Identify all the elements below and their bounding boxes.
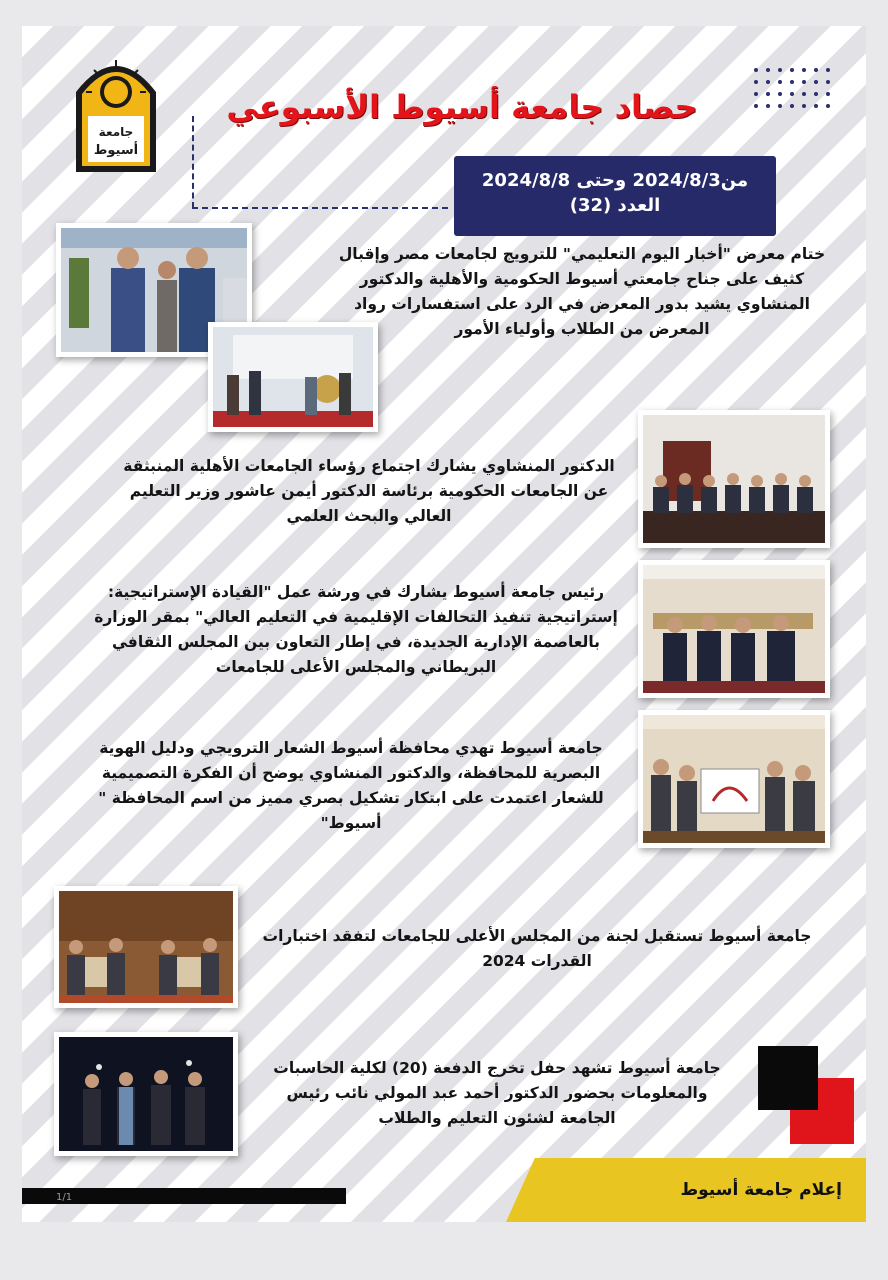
page-number: 1/1 xyxy=(56,1192,73,1203)
news-item-1: ختام معرض "أخبار اليوم التعليمي" للترويج لجامعات مصر وإقبال كثيف على جناح جامعتي أسيوط الحكومية والأهلية والدكتور المنشاوي يشيد بدور المعرض في الرد على استفسارات رواد المعرض من الطلاب وأولياء الأمور xyxy=(338,245,826,338)
dot-grid-decoration xyxy=(752,66,832,110)
workshop-photo xyxy=(638,560,830,698)
date-range-box xyxy=(454,156,776,236)
svg-text:أسيوط: أسيوط xyxy=(93,143,139,158)
dashed-connector-horizontal xyxy=(192,207,448,209)
meeting-photo xyxy=(638,410,830,548)
bulletin-page xyxy=(22,26,866,1222)
page-title: حصاد جامعة أسيوط الأسبوعي xyxy=(226,88,698,126)
dashed-connector-vertical xyxy=(192,116,194,208)
news-item-6: جامعة أسيوط تشهد حفل تخرج الدفعة (20) لكلية الحاسبات والمعلومات بحضور الدكتور أحمد عبد المولي نائب رئيس الجامعة لشئون التعليم والطلاب xyxy=(273,1059,721,1127)
issue-number: العدد (32) xyxy=(569,195,661,216)
date-range: من2024/8/3 وحتى 2024/8/8 xyxy=(481,170,749,191)
university-logo xyxy=(70,46,162,174)
governorate-logo-photo xyxy=(638,710,830,848)
news-item-3: رئيس جامعة أسيوط يشارك في ورشة عمل "القيادة الإستراتيجية: إستراتيجية تنفيذ التحالفات الإقليمية في التعليم العالي" بمقر الوزارة بالعاصمة الإدارية الجديدة، في إطار التعاون بين المجلس الثقافي البريطاني والمجلس الأعلى للجامعات xyxy=(94,583,618,676)
graduation-photo xyxy=(54,1032,238,1156)
black-square-decoration xyxy=(758,1046,818,1110)
footer-label: إعلام جامعة أسيوط xyxy=(680,1180,842,1200)
news-item-2: الدكتور المنشاوي يشارك اجتماع رؤساء الجامعات الأهلية المنبثقة عن الجامعات الحكومية برئاسة الدكتور أيمن عاشور وزير التعليم العالي والبحث العلمي xyxy=(123,457,615,525)
svg-text:جامعة: جامعة xyxy=(98,125,134,139)
committee-photo xyxy=(54,886,238,1008)
news-item-4: جامعة أسيوط تهدي محافظة أسيوط الشعار الترويجي ودليل الهوية البصرية للمحافظة، والدكتور المنشاوي يوضح أن الفكرة التصميمية للشعار اعتمدت على ابتكار تشكيل بصري مميز من اسم المحافظة " أسيوط" xyxy=(98,739,604,832)
news-item-5: جامعة أسيوط تستقبل لجنة من المجلس الأعلى للجامعات لتفقد اختبارات القدرات 2024 xyxy=(262,927,812,970)
